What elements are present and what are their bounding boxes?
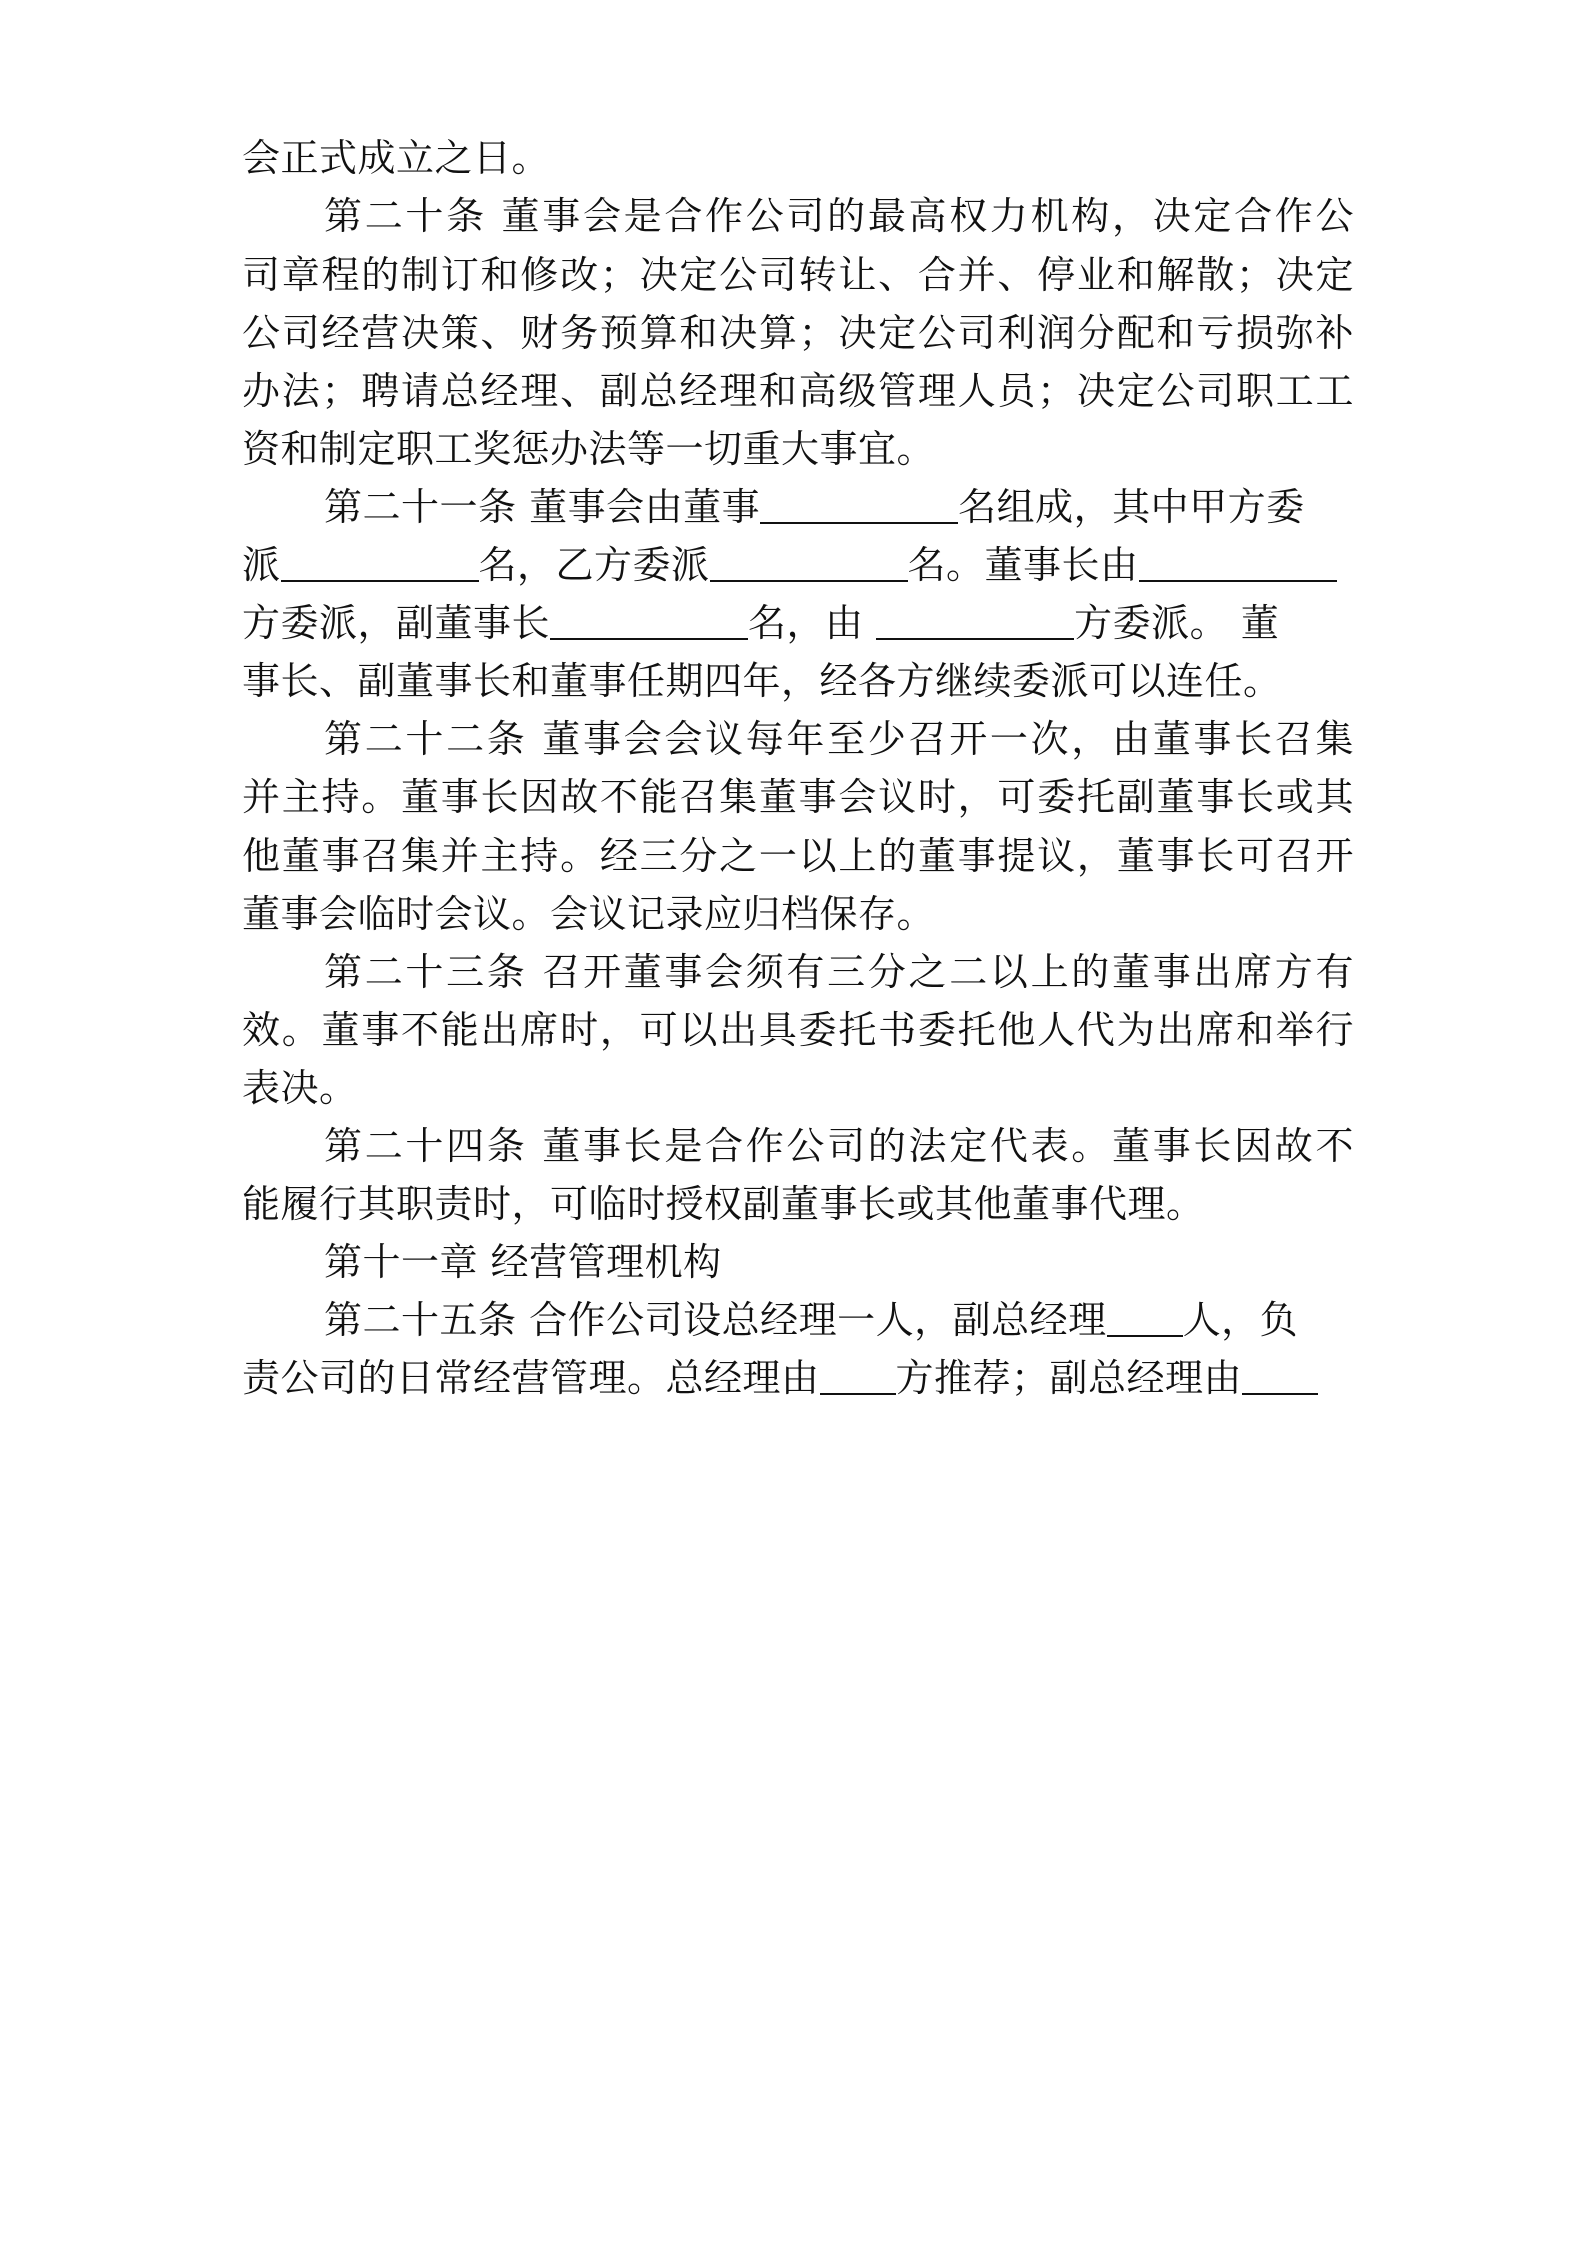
fill-blank[interactable] bbox=[876, 602, 1074, 640]
text-line: 事长、副董事长和董事任期四年，经各方继续委派可以连任。 bbox=[242, 659, 1282, 703]
text-line: 能履行其职责时，可临时授权副董事长或其他董事代理。 bbox=[242, 1182, 1205, 1226]
fill-blank[interactable] bbox=[760, 486, 958, 524]
article-23-heading-line: 第二十三条 召开董事会须有三分之二以上的董事出席方有 bbox=[324, 950, 1354, 994]
article-21-heading-line: 第二十一条 董事会由董事 名组成，其中甲方委 bbox=[324, 485, 1305, 529]
article-22-heading-line: 第二十二条 董事会会议每年至少召开一次，由董事长召集 bbox=[324, 717, 1354, 761]
article-25-heading-line: 第二十五条 合作公司设总经理一人，副总经理 人，负 bbox=[324, 1298, 1299, 1342]
text-line: 派 名，乙方委派 名。董事长由 bbox=[242, 535, 1354, 595]
article-20-heading-line: 第二十条 董事会是合作公司的最高权力机构，决定合作公 bbox=[324, 194, 1354, 238]
text-line: 董事会临时会议。会议记录应归档保存。 bbox=[242, 892, 936, 936]
text-line: 并主持。董事长因故不能召集董事会议时，可委托副董事长或其 bbox=[242, 775, 1354, 819]
fill-blank[interactable] bbox=[710, 544, 908, 582]
text-line: 责公司的日常经营管理。总经理由 方推荐；副总经理由 bbox=[242, 1348, 1354, 1408]
chapter-11-heading: 第十一章 经营管理机构 bbox=[324, 1240, 722, 1284]
fill-blank[interactable] bbox=[1107, 1299, 1183, 1337]
fill-blank[interactable] bbox=[281, 544, 479, 582]
text-line: 资和制定职工奖惩办法等一切重大事宜。 bbox=[242, 427, 936, 471]
text-line: 司章程的制订和修改；决定公司转让、合并、停业和解散；决定 bbox=[242, 253, 1354, 297]
text-line: 办法；聘请总经理、副总经理和高级管理人员；决定公司职工工 bbox=[242, 369, 1354, 413]
text-line: 公司经营决策、财务预算和决算；决定公司利润分配和亏损弥补 bbox=[242, 311, 1354, 355]
fill-blank[interactable] bbox=[1242, 1357, 1318, 1395]
fill-blank[interactable] bbox=[550, 602, 748, 640]
text-line: 方委派，副董事长 名，由 方委派。 董 bbox=[242, 601, 1280, 645]
fill-blank[interactable] bbox=[820, 1357, 896, 1395]
fill-blank[interactable] bbox=[1139, 544, 1337, 582]
text-line: 会正式成立之日。 bbox=[242, 136, 551, 180]
article-24-heading-line: 第二十四条 董事长是合作公司的法定代表。董事长因故不 bbox=[324, 1124, 1354, 1168]
text-line: 表决。 bbox=[242, 1066, 358, 1110]
text-line: 他董事召集并主持。经三分之一以上的董事提议，董事长可召开 bbox=[242, 834, 1354, 878]
text-line: 效。董事不能出席时，可以出具委托书委托他人代为出席和举行 bbox=[242, 1008, 1354, 1052]
